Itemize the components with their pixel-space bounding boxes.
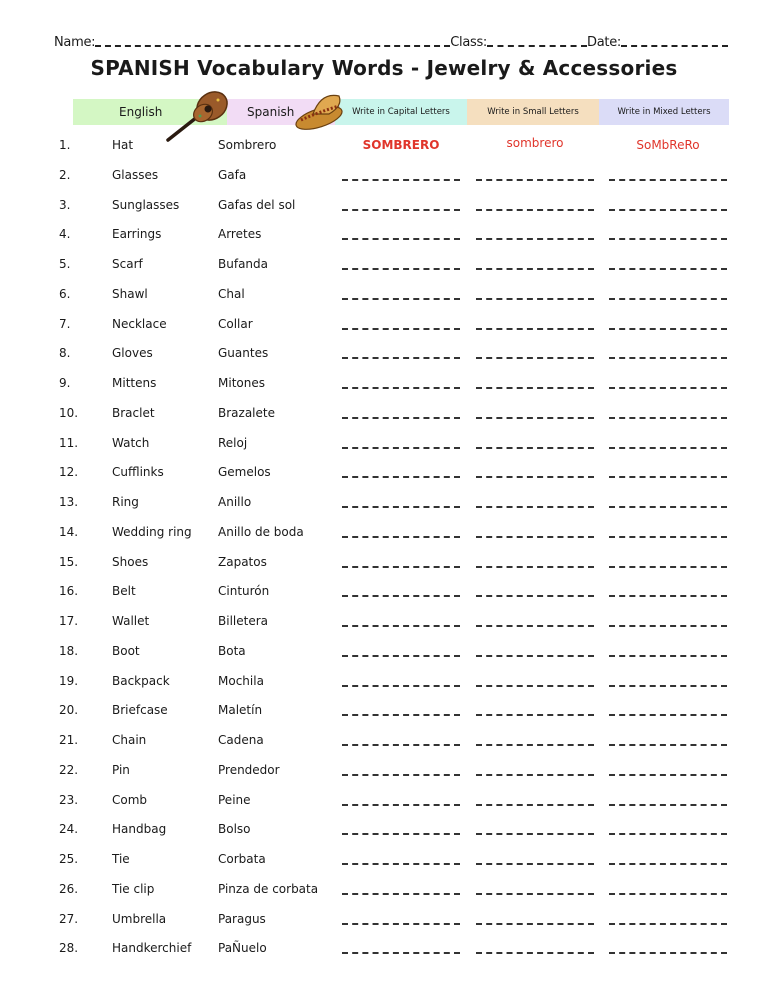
english-word: Wallet <box>112 614 150 628</box>
spanish-word: Corbata <box>218 852 266 866</box>
english-word: Pin <box>112 762 130 777</box>
spanish-word: Pinza de corbata <box>218 881 319 896</box>
row-number: 20. <box>59 703 79 718</box>
capital-blank[interactable] <box>342 387 460 389</box>
table-row <box>0 875 768 905</box>
small-blank[interactable] <box>476 923 594 925</box>
row-number: 13. <box>59 495 79 509</box>
english-word: Wedding ring <box>112 524 192 539</box>
table-row <box>0 161 768 191</box>
row-number: 25. <box>59 852 79 866</box>
small-blank[interactable] <box>476 952 594 954</box>
row-number: 27. <box>59 911 79 926</box>
row-number: 15. <box>59 554 79 569</box>
spanish-word: Bufanda <box>218 257 268 271</box>
english-word: Gloves <box>112 346 153 361</box>
english-word: Boot <box>112 643 140 658</box>
table-row <box>0 518 768 548</box>
spanish-word: Anillo <box>218 495 252 509</box>
mixed-blank[interactable] <box>609 268 727 270</box>
english-word: Watch <box>112 435 150 450</box>
row-number: 21. <box>59 733 79 747</box>
mixed-blank[interactable] <box>609 655 727 657</box>
row-number: 5. <box>59 257 71 271</box>
small-blank[interactable] <box>476 833 594 835</box>
table-row <box>0 786 768 816</box>
row-number: 2. <box>59 167 71 182</box>
capital-blank[interactable] <box>342 447 460 449</box>
mixed-blank[interactable] <box>609 833 727 835</box>
spanish-word: Brazalete <box>218 405 275 420</box>
spanish-word: Mitones <box>218 376 265 390</box>
spanish-word: Arretes <box>218 227 262 242</box>
small-blank[interactable] <box>476 595 594 597</box>
table-row <box>0 310 768 340</box>
capital-blank[interactable] <box>342 714 460 716</box>
table-row <box>0 399 768 429</box>
small-blank[interactable] <box>476 209 594 211</box>
english-word: Tie <box>112 852 130 866</box>
mixed-blank[interactable] <box>609 417 727 419</box>
small-blank[interactable] <box>476 566 594 568</box>
row-number: 14. <box>59 524 79 539</box>
small-blank[interactable] <box>476 328 594 330</box>
capital-blank[interactable] <box>342 595 460 597</box>
table-row <box>0 667 768 697</box>
spanish-word: Bota <box>218 643 246 658</box>
table-row <box>0 726 768 756</box>
mixed-blank[interactable] <box>609 506 727 508</box>
small-blank[interactable] <box>476 387 594 389</box>
date-label: Date: <box>587 35 621 50</box>
english-word: Ring <box>112 495 139 509</box>
table-row <box>0 339 768 369</box>
row-number: 12. <box>59 465 79 480</box>
spanish-word: Billetera <box>218 614 268 628</box>
small-blank[interactable] <box>476 417 594 419</box>
table-row <box>0 488 768 518</box>
english-word: Cufflinks <box>112 465 164 480</box>
mixed-blank[interactable] <box>609 923 727 925</box>
table-row <box>0 458 768 488</box>
example-mixed: SoMbReRo <box>636 138 700 152</box>
mixed-blank[interactable] <box>609 595 727 597</box>
english-word: Mittens <box>112 376 157 390</box>
mixed-blank[interactable] <box>609 685 727 687</box>
english-word: Handbag <box>112 822 167 837</box>
capital-blank[interactable] <box>342 893 460 895</box>
mixed-blank[interactable] <box>609 952 727 954</box>
page-title: SPANISH Vocabulary Words - Jewelry & Accessories <box>90 56 678 80</box>
mixed-blank[interactable] <box>609 238 727 240</box>
mixed-blank[interactable] <box>609 298 727 300</box>
english-word: Tie clip <box>112 881 155 896</box>
small-blank[interactable] <box>476 179 594 181</box>
vocabulary-table <box>0 131 768 964</box>
row-number: 16. <box>59 584 79 599</box>
small-blank[interactable] <box>476 685 594 687</box>
capital-blank[interactable] <box>342 357 460 359</box>
small-blank[interactable] <box>476 298 594 300</box>
header-mixed-letters: Write in Mixed Letters <box>599 99 729 125</box>
small-blank[interactable] <box>476 447 594 449</box>
spanish-word: Chal <box>218 286 245 301</box>
spanish-word: Gafas del sol <box>218 197 296 212</box>
spanish-word: Gemelos <box>218 465 271 480</box>
table-row <box>0 220 768 250</box>
row-number: 7. <box>59 316 71 331</box>
table-row <box>0 637 768 667</box>
header-english: English <box>73 99 227 125</box>
table-row <box>0 845 768 875</box>
capital-blank[interactable] <box>342 863 460 865</box>
mixed-blank[interactable] <box>609 357 727 359</box>
spanish-word: Maletín <box>218 703 263 718</box>
small-blank[interactable] <box>476 893 594 895</box>
capital-blank[interactable] <box>342 655 460 657</box>
small-blank[interactable] <box>476 476 594 478</box>
table-row <box>0 548 768 578</box>
row-number: 28. <box>59 941 79 956</box>
header-small-letters: Write in Small Letters <box>467 99 599 125</box>
sombrero-icon <box>293 90 351 130</box>
spanish-word: Peine <box>218 792 251 807</box>
capital-blank[interactable] <box>342 625 460 627</box>
spanish-word: Cadena <box>218 733 264 747</box>
row-number: 19. <box>59 673 79 688</box>
spanish-word: Reloj <box>218 435 248 450</box>
spanish-word: Mochila <box>218 673 264 688</box>
row-number: 11. <box>59 435 79 450</box>
row-number: 26. <box>59 881 79 896</box>
row-number: 4. <box>59 227 71 242</box>
row-number: 1. <box>59 138 71 152</box>
spanish-word: Gafa <box>218 167 247 182</box>
capital-blank[interactable] <box>342 238 460 240</box>
english-word: Comb <box>112 792 148 807</box>
capital-blank[interactable] <box>342 506 460 508</box>
capital-blank[interactable] <box>342 328 460 330</box>
capital-blank[interactable] <box>342 209 460 211</box>
row-number: 6. <box>59 286 71 301</box>
table-row <box>0 905 768 935</box>
table-row <box>0 131 768 161</box>
table-row <box>0 696 768 726</box>
mixed-blank[interactable] <box>609 566 727 568</box>
name-label: Name: <box>54 35 96 50</box>
capital-blank[interactable] <box>342 417 460 419</box>
mixed-blank[interactable] <box>609 387 727 389</box>
small-blank[interactable] <box>476 506 594 508</box>
mixed-blank[interactable] <box>609 863 727 865</box>
table-row <box>0 250 768 280</box>
capital-blank[interactable] <box>342 685 460 687</box>
table-row <box>0 756 768 786</box>
spanish-word: Guantes <box>218 346 269 361</box>
english-word: Briefcase <box>112 703 168 718</box>
english-word: Handkerchief <box>112 941 192 956</box>
table-row <box>0 607 768 637</box>
table-row <box>0 280 768 310</box>
english-word: Braclet <box>112 405 155 420</box>
row-number: 24. <box>59 822 79 837</box>
mixed-blank[interactable] <box>609 328 727 330</box>
row-number: 17. <box>59 614 79 628</box>
mixed-blank[interactable] <box>609 179 727 181</box>
capital-blank[interactable] <box>342 833 460 835</box>
example-capital: SOMBRERO <box>362 138 440 152</box>
english-word: Backpack <box>112 673 170 688</box>
capital-blank[interactable] <box>342 179 460 181</box>
english-word: Chain <box>112 733 147 747</box>
small-blank[interactable] <box>476 655 594 657</box>
small-blank[interactable] <box>476 744 594 746</box>
capital-blank[interactable] <box>342 923 460 925</box>
spanish-word: Prendedor <box>218 762 280 777</box>
mixed-blank[interactable] <box>609 893 727 895</box>
row-number: 3. <box>59 197 71 212</box>
capital-blank[interactable] <box>342 566 460 568</box>
mixed-blank[interactable] <box>609 625 727 627</box>
name-field[interactable] <box>95 35 450 47</box>
capital-blank[interactable] <box>342 298 460 300</box>
english-word: Belt <box>112 584 136 599</box>
mixed-blank[interactable] <box>609 774 727 776</box>
row-number: 10. <box>59 405 79 420</box>
mixed-blank[interactable] <box>609 714 727 716</box>
spanish-word: Collar <box>218 316 253 331</box>
spanish-word: Sombrero <box>218 138 277 152</box>
row-number: 9. <box>59 376 71 390</box>
table-row <box>0 191 768 221</box>
spanish-word: Bolso <box>218 822 251 837</box>
header-spanish: Spanish <box>227 99 335 125</box>
english-word: Umbrella <box>112 911 167 926</box>
class-label: Class: <box>450 35 488 50</box>
mixed-blank[interactable] <box>609 209 727 211</box>
english-word: Glasses <box>112 167 159 182</box>
mixed-blank[interactable] <box>609 476 727 478</box>
capital-blank[interactable] <box>342 804 460 806</box>
spanish-word: Zapatos <box>218 554 267 569</box>
table-row <box>0 369 768 399</box>
spanish-word: Paragus <box>218 911 266 926</box>
table-row <box>0 577 768 607</box>
small-blank[interactable] <box>476 238 594 240</box>
table-row <box>0 934 768 964</box>
small-blank[interactable] <box>476 268 594 270</box>
mixed-blank[interactable] <box>609 447 727 449</box>
small-blank[interactable] <box>476 863 594 865</box>
mixed-blank[interactable] <box>609 744 727 746</box>
header-capital-letters: Write in Capital Letters <box>335 99 467 125</box>
mixed-blank[interactable] <box>609 536 727 538</box>
small-blank[interactable] <box>476 804 594 806</box>
table-row <box>0 815 768 845</box>
date-field[interactable] <box>621 35 728 47</box>
row-number: 22. <box>59 762 79 777</box>
small-blank[interactable] <box>476 714 594 716</box>
capital-blank[interactable] <box>342 952 460 954</box>
english-word: Hat <box>112 138 134 152</box>
english-word: Scarf <box>112 257 143 271</box>
small-blank[interactable] <box>476 536 594 538</box>
spanish-word: PaÑuelo <box>218 941 267 956</box>
mixed-blank[interactable] <box>609 804 727 806</box>
small-blank[interactable] <box>476 625 594 627</box>
row-number: 23. <box>59 792 79 807</box>
class-field[interactable] <box>487 35 587 47</box>
capital-blank[interactable] <box>342 744 460 746</box>
spanish-word: Cinturón <box>218 584 270 599</box>
capital-blank[interactable] <box>342 536 460 538</box>
english-word: Earrings <box>112 227 162 242</box>
capital-blank[interactable] <box>342 774 460 776</box>
small-blank[interactable] <box>476 357 594 359</box>
table-row <box>0 429 768 459</box>
small-blank[interactable] <box>476 774 594 776</box>
english-word: Shoes <box>112 554 149 569</box>
row-number: 8. <box>59 346 71 361</box>
row-number: 18. <box>59 643 79 658</box>
example-small: sombrero <box>506 136 564 150</box>
english-word: Shawl <box>112 286 148 301</box>
english-word: Sunglasses <box>112 197 180 212</box>
english-word: Necklace <box>112 316 167 331</box>
student-info-line <box>54 30 728 50</box>
capital-blank[interactable] <box>342 476 460 478</box>
capital-blank[interactable] <box>342 268 460 270</box>
spanish-word: Anillo de boda <box>218 524 304 539</box>
